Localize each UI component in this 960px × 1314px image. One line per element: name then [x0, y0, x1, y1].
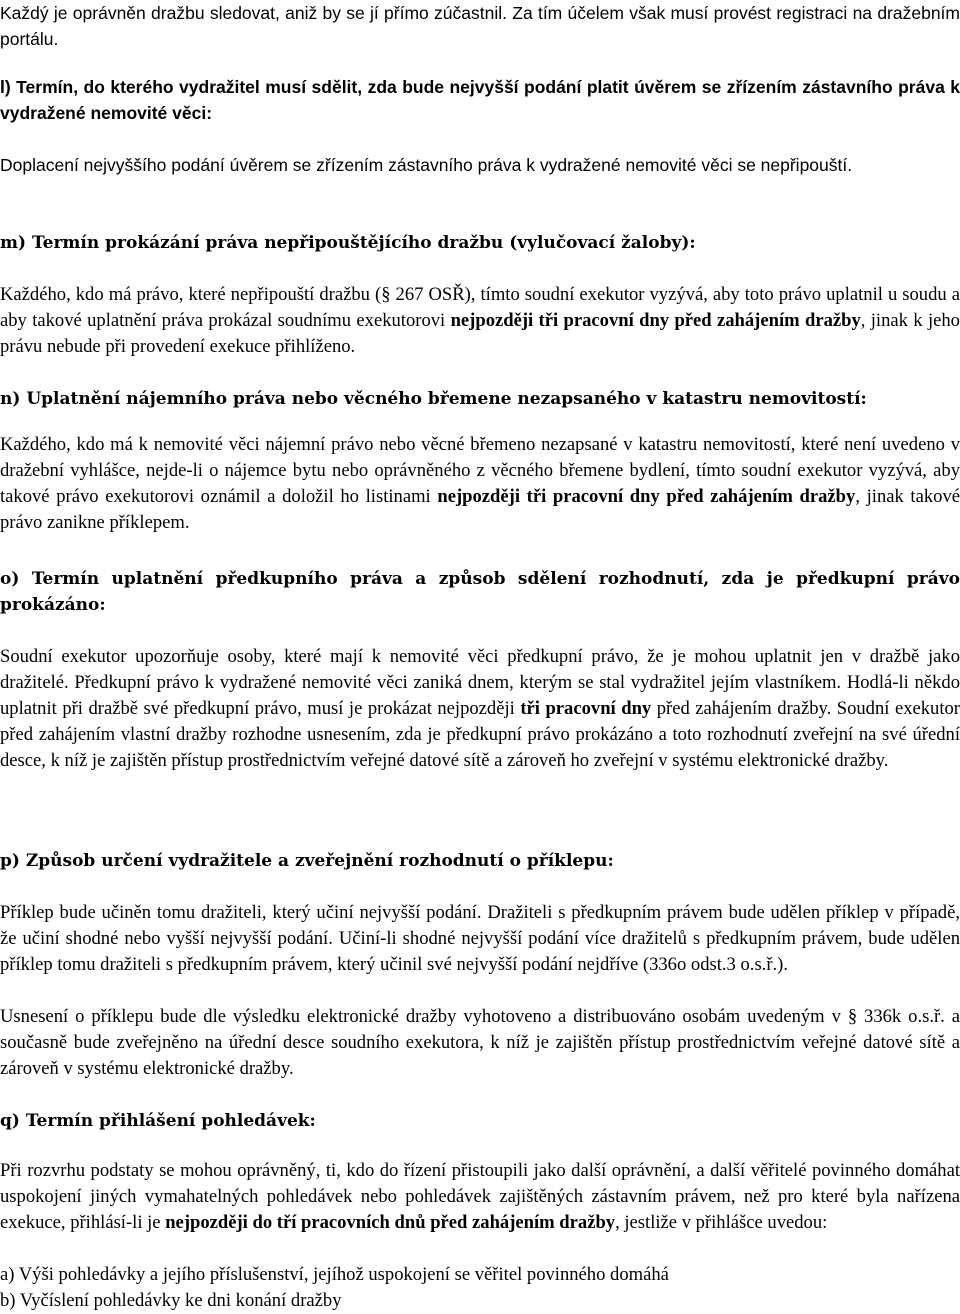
section-p-text-2-end: 336k o.s.ř. a současně bude zveřejněno na úřední desce soudního exekutora, k níž je zajištěn přístup prostřednictvím veřejné datové sítě a zároveň v systému elektronické dražby. [0, 1006, 960, 1079]
section-m-text-mid: 267 OSŘ), tímto soudní exekutor vyzývá, aby toto právo uplatnil u soudu a aby takové uplatnění práva prokázal soudnímu exekutorovi [0, 284, 960, 331]
section-q-heading [0, 1108, 960, 1134]
section-p-heading [0, 848, 960, 874]
section-n-text-start: Každého, kdo má k nemovité věci nájemní právo nebo věcné břemeno nezapsané v katastru nemovitostí, které není uvedeno v dražební vyhlášce, nejde-li o nájemce bytu nebo oprávněného z věcného břemene bydlení, tímto soudní exekutor vyzývá, aby takové právo exekutorovi oznámil a doložil ho listinami [0, 434, 960, 507]
paragraph-sign: § [847, 1006, 858, 1027]
section-p-text-2-start: Usnesení o příklepu bude dle výsledku elektronické dražby vyhotoveno a distribuováno osobám uvedeným v [0, 1006, 848, 1027]
section-m-text [0, 282, 960, 360]
section-o-text-start: Soudní exekutor upozorňuje osoby, které mají k nemovité věci předkupní právo, že je mohou uplatnit jen v dražbě jako dražitelé. Předkupní právo k vydražené nemovité věci zaniká dnem, kterým se stal vydražitel jejím vlastníkem. Hodlá-li někdo uplatnit při dražbě své předkupní právo, musí je prokázat nejpozději [0, 646, 960, 719]
section-l-text-body: Doplacení nejvyššího podání úvěrem se zřízením zástavního práva k vydražené nemovité věci se nepřipouští. [0, 155, 853, 175]
section-n-heading [0, 386, 960, 412]
section-p-text-2 [0, 1004, 960, 1082]
section-p-heading-text: p) Způsob určení vydražitele a zveřejnění rozhodnutí o příklepu: [0, 851, 614, 871]
section-n-heading-text: n) Uplatnění nájemního práva nebo věcného břemene nezapsaného v katastru nemovitostí: [0, 389, 867, 409]
section-l-heading-text: l) Termín, do kterého vydražitel musí sdělit, zda bude nejvyšší podání platit úvěrem se zřízením zástavního práva k vydražené nemovité věci: [0, 77, 960, 123]
intro-text: Každý je oprávněn dražbu sledovat, aniž by se jí přímo zúčastnil. Za tím účelem však musí provést registraci na dražebním portálu. [0, 3, 960, 49]
section-m-heading [0, 230, 960, 256]
section-o-heading [0, 566, 960, 618]
intro-paragraph [0, 0, 960, 52]
section-n-deadline: nejpozději tři pracovní dny před zahájením dražby [437, 486, 856, 507]
section-q-heading-text: q) Termín přihlášení pohledávek: [0, 1111, 316, 1131]
section-o-text [0, 644, 960, 774]
section-m-text-start: Každého, kdo má právo, které nepřipouští dražbu ( [0, 284, 382, 305]
section-m-deadline: nejpozději tři pracovní dny před zahájením dražby [450, 310, 861, 331]
list-item: a) Výši pohledávky a jejího příslušenství, jejíhož uspokojení se věřitel povinného domáhá [0, 1264, 669, 1285]
paragraph-sign: § [381, 284, 391, 305]
section-n-text-end: , jinak takové právo zanikne příklepem. [0, 486, 960, 533]
section-q-text-start: Při rozvrhu podstaty se mohou oprávněný, ti, kdo do řízení přistoupili jako další oprávnění, a další věřitelé povinného domáhat uspokojení jiných vymahatelných pohledávek nebo pohledávek zajištěných zástavním právem, než pro které byla nařízena exekuce, přihlásí-li je [0, 1160, 960, 1233]
section-l-text [0, 152, 960, 178]
section-q-text [0, 1158, 960, 1236]
section-q-list-item-b [0, 1288, 960, 1314]
section-q-list-item-a [0, 1262, 960, 1288]
list-item: b) Vyčíslení pohledávky ke dni konání dražby [0, 1290, 342, 1311]
section-q-text-end: , jestliže v přihlášce uvedou: [615, 1212, 828, 1233]
section-m-heading-text: m) Termín prokázání práva nepřipouštějícího dražbu (vylučovací žaloby): [0, 233, 696, 253]
section-n-text [0, 432, 960, 536]
section-o-deadline: tři pracovní dny [520, 698, 652, 719]
section-p-text-1-body: Příklep bude učiněn tomu dražiteli, který učiní nejvyšší podání. Dražiteli s předkupním právem bude udělen příklep v případě, že učiní shodné nebo vyšší nejvyšší podání. Učiní-li shodné nejvyšší podání více dražitelů s předkupním právem, bude udělen příklep tomu dražiteli s předkupním právem, který učinil své nejvyšší podání nejdříve (336o odst.3 o.s.ř.). [0, 902, 960, 975]
section-m-text-end: , jinak k jeho právu nebude při provedení exekuce přihlíženo. [0, 310, 960, 357]
section-o-heading-text: o) Termín uplatnění předkupního práva a způsob sdělení rozhodnutí, zda je předkupní právo prokázáno: [0, 569, 960, 615]
section-p-text-1 [0, 900, 960, 978]
section-q-deadline: nejpozději do tří pracovních dnů před zahájením dražby [165, 1212, 616, 1233]
section-o-text-end: před zahájením dražby. Soudní exekutor před zahájením vlastní dražby rozhodne usnesením, zda je předkupní právo prokázáno a toto rozhodnutí zveřejní na své úřední desce, k níž je zajištěn přístup prostřednictvím veřejné datové sítě a zároveň ho zveřejní v systému elektronické dražby. [0, 698, 960, 771]
section-l-heading [0, 74, 960, 126]
